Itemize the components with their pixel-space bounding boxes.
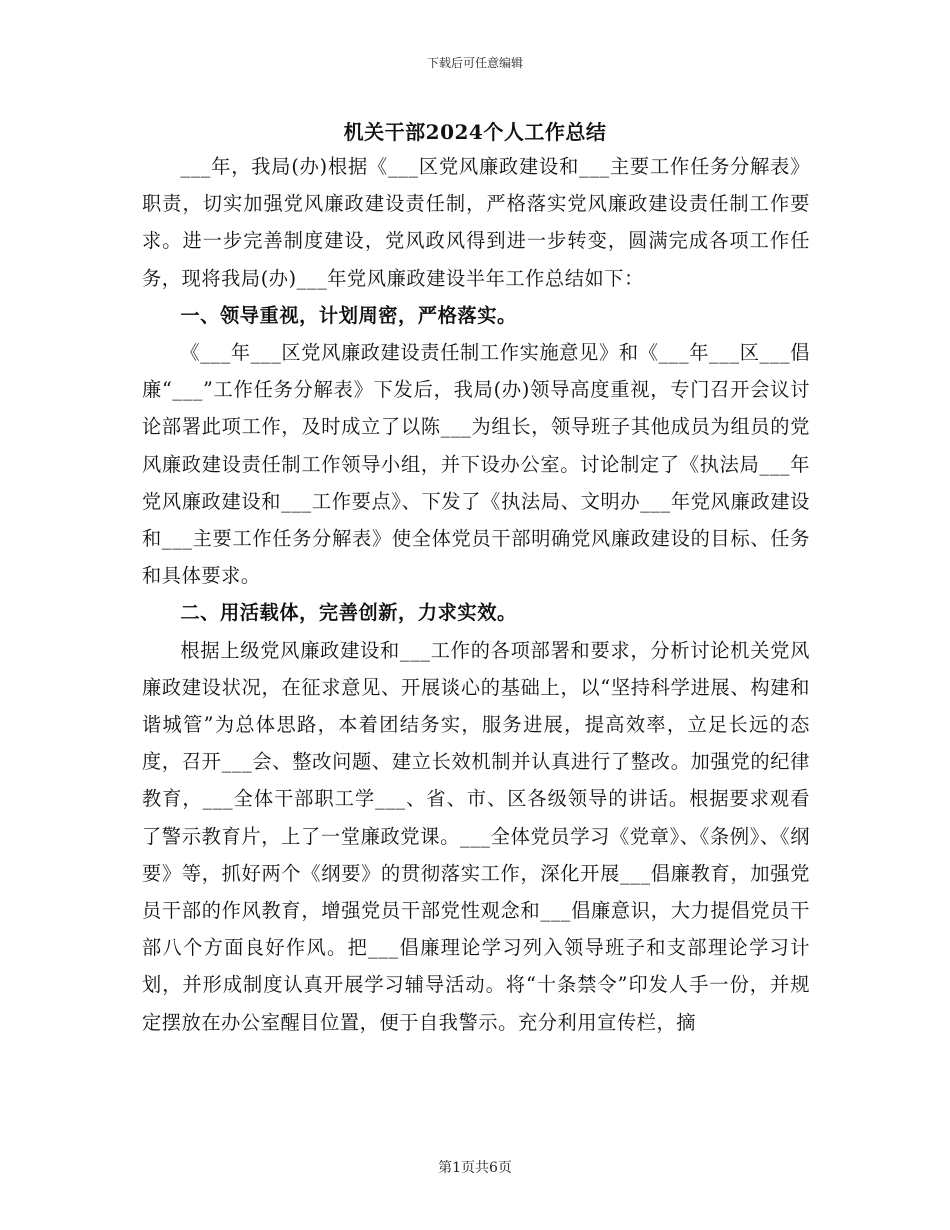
section-heading-1: 一、领导重视，计划周密，严格落实。 [180, 303, 517, 327]
page-number-footer: 第1页共6页 [438, 1160, 512, 1176]
section-2-paragraph: 根据上级党风廉政建设和___工作的各项部署和要求，分析讨论机关党风廉政建设状况，在征求意见、开展谈心的基础上，以“坚持科学进展、构建和谐城管”为总体思路，本着团结务实，服务进展，提高效率，立足长远的态度，召开___会、整改问题、建立长效机制并认真进行了整改。加强党的纪律教育，___全体干部职工学___、省、市、区各级领导的讲话。根据要求观看了警示教育片，上了一堂廉政党课。___全体党员学习《党章》、《条例》、《纲要》等，抓好两个《纲要》的贯彻落实工作，深化开展___倡廉教育，加强党员干部的作风教育，增强党员干部党性观念和___倡廉意识，大力提倡党员干部八个方面良好作风。把___倡廉理论学习列入领导班子和支部理论学习计划，并形成制度认真开展学习辅导活动。将“十条禁令”印发人手一份，并规定摆放在办公室醒目位置，便于自我警示。充分利用宣传栏，摘 [142, 638, 810, 1034]
header-note: 下载后可任意编辑 [426, 56, 523, 70]
intro-paragraph: ___年，我局(办)根据《___区党风廉政建设和___主要工作任务分解表》职责，切实加强党风廉政建设责任制，严格落实党风廉政建设责任制工作要求。进一步完善制度建设，党风政风得到进一步转变，圆满完成各项工作任务，现将我局(办)___年党风廉政建设半年工作总结如下： [142, 155, 810, 290]
document-title: 机关干部2024个人工作总结 [343, 120, 607, 144]
section-heading-2: 二、用活载体，完善创新，力求实效。 [180, 601, 517, 625]
document-body [142, 148, 810, 1041]
section-1-paragraph: 《___年___区党风廉政建设责任制工作实施意见》和《___年___区___倡廉“___”工作任务分解表》下发后，我局(办)领导高度重视，专门召开会议讨论部署此项工作，及时成立了以陈___为组长，领导班子其他成员为组员的党风廉政建设责任制工作领导小组，并下设办公室。讨论制定了《执法局___年党风廉政建设和___工作要点》、下发了《执法局、文明办___年党风廉政建设和___主要工作任务分解表》使全体党员干部明确党风廉政建设的目标、任务和具体要求。 [142, 341, 810, 588]
